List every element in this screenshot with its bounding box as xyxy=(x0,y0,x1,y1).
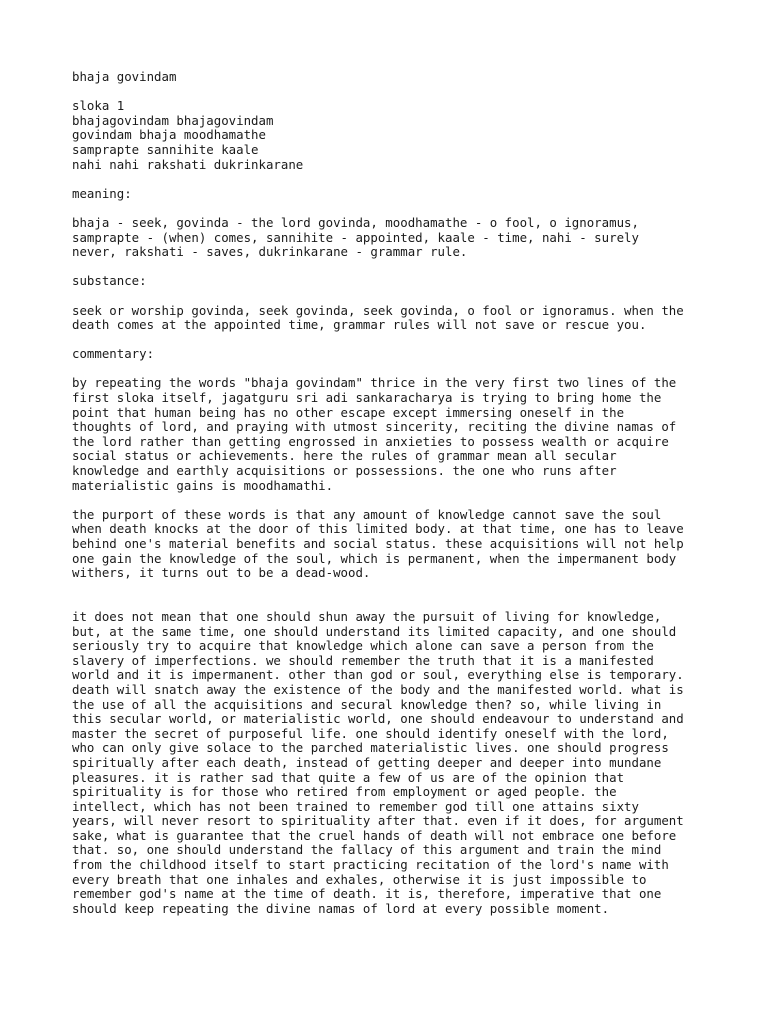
paragraph-line: master the secret of purposeful life. one should identify oneself with the lord, xyxy=(72,725,669,741)
paragraph-line: behind one's material benefits and social status. these acquisitions will not help xyxy=(72,536,684,551)
meaning-paragraph xyxy=(72,216,712,260)
sloka-line: samprapte sannihite kaale xyxy=(72,141,259,157)
paragraph-line: knowledge and earthly acquisitions or possessions. the one who runs after xyxy=(72,463,617,479)
commentary-paragraph-2 xyxy=(72,508,712,581)
substance-heading: substance: xyxy=(72,273,147,289)
paragraph-line: but, at the same time, one should understand its limited capacity, and one should xyxy=(72,623,677,639)
paragraph-line: withers, it turns out to be a dead-wood. xyxy=(72,565,371,581)
paragraph-line: who can only give solace to the parched materialistic lives. one should progress xyxy=(72,740,669,756)
document-page xyxy=(72,70,712,916)
paragraph-line: spirituality is for those who retired from employment or aged people. the xyxy=(72,784,617,800)
paragraph-line: death will snatch away the existence of the body and the manifested world. what is xyxy=(72,681,684,697)
paragraph-line: the lord rather than getting engrossed in anxieties to possess wealth or acquire xyxy=(72,433,669,449)
spacer xyxy=(72,493,712,508)
paragraph-line: spiritually after each death, instead of getting deeper and deeper into mundane xyxy=(72,754,662,770)
spacer xyxy=(72,581,712,596)
spacer xyxy=(72,201,712,216)
sloka-line: nahi nahi rakshati dukrinkarane xyxy=(72,156,304,172)
meaning-heading: meaning: xyxy=(72,185,132,201)
commentary-paragraph-1 xyxy=(72,376,712,493)
paragraph-line: when death knocks at the door of this limited body. at that time, one has to leave xyxy=(72,521,684,537)
paragraph-line: years, will never resort to spirituality after that. even if it does, for argument xyxy=(72,813,684,829)
spacer xyxy=(72,595,712,610)
substance-paragraph xyxy=(72,304,712,333)
paragraph-line: by repeating the words "bhaja govindam" thrice in the very first two lines of the xyxy=(72,375,677,391)
paragraph-line: world and it is impermanent. other than god or soul, everything else is temporary. xyxy=(72,667,684,683)
paragraph-line: sake, what is guarantee that the cruel hands of death will not embrace one before xyxy=(72,827,677,843)
commentary-heading: commentary: xyxy=(72,346,155,362)
paragraph-line: that. so, one should understand the fallacy of this argument and train the mind xyxy=(72,842,662,858)
paragraph-line: the use of all the acquisitions and secural knowledge then? so, while living in xyxy=(72,696,662,712)
paragraph-line: materialistic gains is moodhamathi. xyxy=(72,477,334,493)
sloka-block xyxy=(72,114,712,172)
paragraph-line: thoughts of lord, and praying with utmost sincerity, reciting the divine namas of xyxy=(72,419,677,435)
paragraph-line: every breath that one inhales and exhales, otherwise it is just impossible to xyxy=(72,871,647,887)
sloka-heading: sloka 1 xyxy=(72,98,125,114)
paragraph-line: death comes at the appointed time, grammar rules will not save or rescue you. xyxy=(72,317,647,333)
paragraph-line: should keep repeating the divine namas of lord at every possible moment. xyxy=(72,900,610,916)
sloka-line: govindam bhaja moodhamathe xyxy=(72,127,266,143)
paragraph-line: the purport of these words is that any amount of knowledge cannot save the soul xyxy=(72,506,662,522)
paragraph-line: never, rakshati - saves, dukrinkarane - grammar rule. xyxy=(72,244,468,260)
paragraph-line: samprapte - (when) comes, sannihite - appointed, kaale - time, nahi - surely xyxy=(72,229,639,245)
spacer xyxy=(72,289,712,304)
paragraph-line: first sloka itself, jagatguru sri adi sankaracharya is trying to bring home the xyxy=(72,390,662,406)
paragraph-line: slavery of imperfections. we should remember the truth that it is a manifested xyxy=(72,652,654,668)
spacer xyxy=(72,260,712,275)
paragraph-line: seek or worship govinda, seek govinda, seek govinda, o fool or ignoramus. when the xyxy=(72,302,684,318)
paragraph-line: point that human being has no other escape except immersing oneself in the xyxy=(72,404,625,420)
paragraph-line: it does not mean that one should shun away the pursuit of living for knowledge, xyxy=(72,608,662,624)
paragraph-line: remember god's name at the time of death. it is, therefore, imperative that one xyxy=(72,886,662,902)
paragraph-line: from the childhood itself to start practicing recitation of the lord's name with xyxy=(72,857,669,873)
sloka-line: bhajagovindam bhajagovindam xyxy=(72,112,274,128)
commentary-paragraph-3 xyxy=(72,610,712,916)
spacer xyxy=(72,172,712,187)
paragraph-line: pleasures. it is rather sad that quite a few of us are of the opinion that xyxy=(72,769,625,785)
paragraph-line: one gain the knowledge of the soul, which is permanent, when the impermanent body xyxy=(72,550,677,566)
spacer xyxy=(72,85,712,100)
paragraph-line: intellect, which has not been trained to remember god till one attains sixty xyxy=(72,798,639,814)
paragraph-line: this secular world, or materialistic world, one should endeavour to understand and xyxy=(72,711,684,727)
paragraph-line: seriously try to acquire that knowledge which alone can save a person from the xyxy=(72,638,654,654)
paragraph-line: social status or achievements. here the rules of grammar mean all secular xyxy=(72,448,617,464)
document-title: bhaja govindam xyxy=(72,69,177,84)
spacer xyxy=(72,362,712,377)
paragraph-line: bhaja - seek, govinda - the lord govinda, moodhamathe - o fool, o ignoramus, xyxy=(72,214,639,230)
spacer xyxy=(72,333,712,348)
